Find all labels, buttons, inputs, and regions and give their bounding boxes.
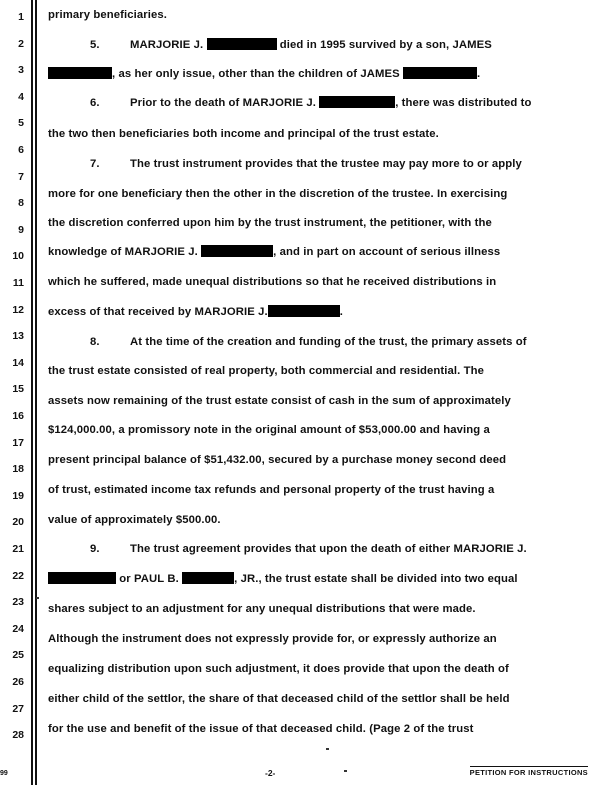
text-line: either child of the settlor, the share of that deceased child of the settlor shall be held [48,693,510,705]
line-number: 5 [18,117,24,130]
redaction-bar [403,67,477,79]
text-line: for the use and benefit of the issue of that deceased child. (Page 2 of the trust [48,723,474,735]
text-line: excess of that received by MARJORIE J. . [48,306,344,318]
text-line: the two then beneficiaries both income and principal of the trust estate. [48,128,439,140]
text-line: value of approximately $500.00. [48,514,221,526]
line-number: 26 [12,676,24,688]
text-line: primary beneficiaries. [48,9,167,21]
line-number: 24 [12,622,24,635]
footer-code: 99 [0,770,8,777]
line-number: 25 [12,649,24,662]
line-number: 7 [18,170,24,183]
line-number: 2 [18,37,24,50]
scan-speck [326,748,329,750]
redaction-bar [319,96,395,108]
text-line: of trust, estimated income tax refunds and personal property of the trust having a [48,484,495,496]
redaction-bar [48,67,112,79]
scan-speck [36,597,39,599]
text-line: assets now remaining of the trust estate consist of cash in the sum of approximately [48,395,511,407]
line-number: 20 [12,516,24,529]
text-line: the discretion conferred upon him by the trust instrument, the petitioner, with the [48,217,492,229]
redaction-bar [182,572,234,584]
margin-rule [31,0,33,785]
line-number: 9 [18,223,24,236]
text-line: which he suffered, made unequal distributions so that he received distributions in [48,276,497,288]
page-number: -2- [265,768,276,778]
text-line: , as her only issue, other than the children of JAMES . [48,67,593,81]
line-number: 18 [12,463,24,476]
line-number: 14 [12,356,24,369]
text-line: knowledge of MARJORIE J. , and in part on account of serious illness [48,246,501,258]
line-number: 8 [18,197,24,210]
line-number: 11 [12,277,24,289]
line-number: 13 [12,330,24,343]
text-line: $124,000.00, a promissory note in the original amount of $53,000.00 and having a [48,424,490,436]
line-number: 3 [18,64,24,77]
line-number: 16 [12,410,24,422]
text-line: shares subject to an adjustment for any unequal distributions that were made. [48,603,476,615]
text-line: or PAUL B. , JR., the trust estate shall be divided into two equal [48,572,593,586]
line-number: 19 [12,489,24,502]
redaction-bar [48,572,116,584]
text-line: 7. The trust instrument provides that the trustee may pay more to or apply [90,158,522,170]
text-line: Although the instrument does not expressly provide for, or expressly authorize an [48,633,497,645]
line-number: 17 [12,436,24,449]
text-line: more for one beneficiary then the other in the discretion of the trustee. In exercising [48,188,508,200]
line-number: 12 [12,303,24,316]
line-number: 28 [12,729,24,742]
line-number: 6 [18,144,24,156]
text-line: 5. MARJORIE J. died in 1995 survived by a son, JAMES [90,39,492,51]
margin-rule [35,0,37,785]
text-line: 6. Prior to the death of MARJORIE J. , there was distributed to [90,97,532,109]
line-number: 4 [18,90,24,103]
redaction-bar [207,38,277,50]
line-number: 21 [12,543,24,555]
text-line: present principal balance of $51,432.00, secured by a purchase money second deed [48,454,507,466]
line-number: 27 [12,702,24,715]
line-number: 15 [12,383,24,396]
text-line: 8. At the time of the creation and funding of the trust, the primary assets of [90,336,527,348]
redaction-bar [201,245,273,257]
text-line: equalizing distribution upon such adjustment, it does provide that upon the death of [48,663,509,675]
line-number: 10 [12,250,24,263]
scan-speck [344,770,347,772]
line-number: 1 [18,11,24,23]
line-number: 22 [12,569,24,582]
text-line: the trust estate consisted of real property, both commercial and residential. The [48,365,485,377]
redaction-bar [268,305,340,317]
text-line: 9. The trust agreement provides that upon the death of either MARJORIE J. [90,543,527,555]
document-title: PETITION FOR INSTRUCTIONS [469,768,588,777]
line-number: 23 [12,596,24,609]
